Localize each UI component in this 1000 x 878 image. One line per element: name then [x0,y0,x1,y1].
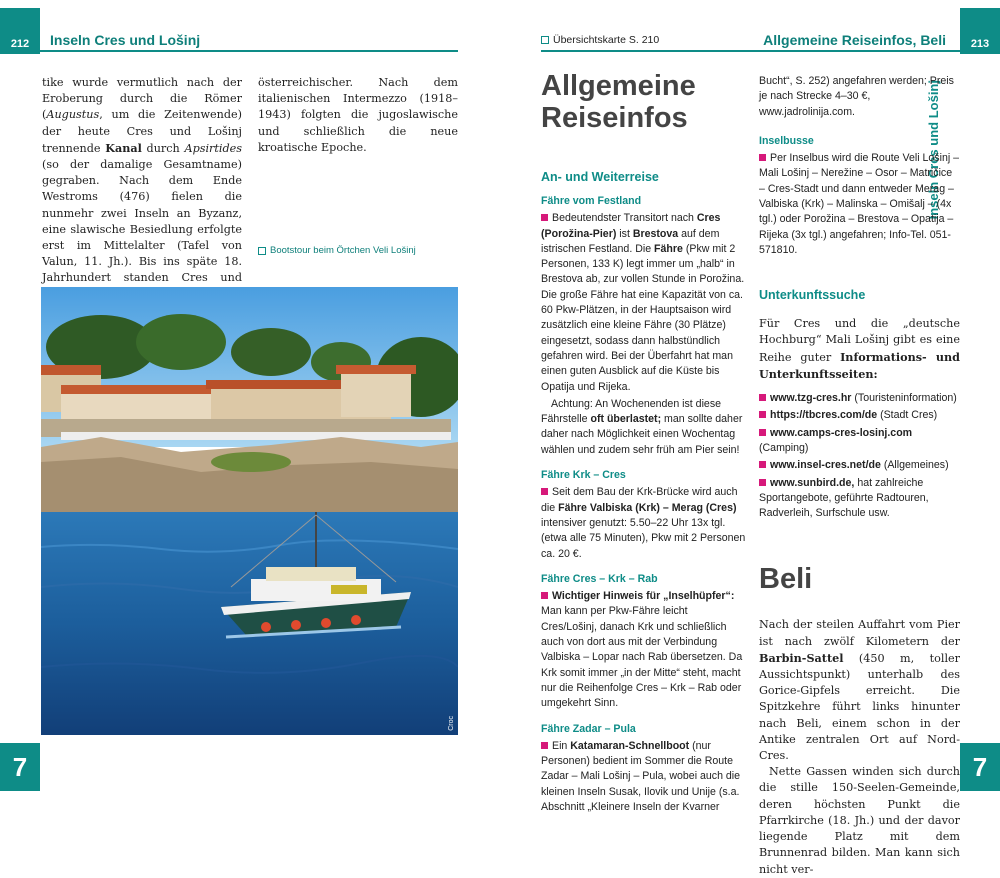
caption-marker-icon [258,247,266,255]
inselbusse-paragraph [759,151,960,258]
zadar-pula-paragraph: Ein Katamaran-Schnellboot (nur Personen) bedient im Sommer die Route Zadar – Mali Lošinj – Pula, wobei auch die kleinen Inseln Susak, Ilovik und Unije (s.a. Abschnitt „Kleinere Inseln der Kvarner [541,739,741,813]
link-desc: (Stadt Cres) [877,409,938,422]
link-desc: (Allgemeines) [880,459,949,472]
beli-title: Beli [759,563,813,596]
bullet-icon [541,488,548,495]
left-body-column-2: österreichischer. Nach dem italienischen Intermezzo (1918–1943) folgten die jugoslawische und schließlich die neue kroatische Epoche. [258,76,458,154]
map-reference-text: Übersichtskarte S. 210 [553,34,660,46]
beli-text [759,617,960,877]
link-url[interactable]: www.sunbird.de, [770,476,855,489]
link-url[interactable]: www.insel-cres.net/de [770,459,881,472]
inselbusse-text: Per Inselbus wird die Route Veli Lošinj – Mali Lošinj – Nerežine – Osor – Matričice – Cres-Stadt und dann entweder Merag – Valbiska (Krk) – Malinska – Omišalj – (4x tgl.) oder Porožina – Brestova – Opatija – Rijeka (3x tgl.) angefahren; Info-Tel. 051-571810. [759,152,960,256]
section-title-line1: Allgemeine [541,70,696,102]
cres-krk-rab-paragraph: Wichtiger Hinweis für „Inselhüpfer“: Man kann per Pkw-Fähre leicht Cres/Lošinj, danach Krk und schließlich auch von dort aus mit der Verbindung Valbiska – Lopar nach Rab übersetzen. Da Krk somit immer „in der Mitte“ steht, macht nur die Reihenfolge Cres – Krk – Rab oder umgekehrt Sinn. [541,590,743,710]
subheading-krk-cres: Fähre Krk – Cres [541,469,626,482]
link-list [759,391,960,521]
boat-photo [41,287,458,735]
link-item [759,426,960,457]
subheading-zadar-pula: Fähre Zadar – Pula [541,722,636,735]
right-column-1 [541,70,746,817]
bullet-icon [759,411,766,418]
link-item [759,476,960,522]
left-chapter-tab [0,743,40,791]
left-chapter-number: 7 [12,751,28,782]
beli-paragraph-2: Nette Gassen winden sich durch die stille 150-Seelen-Gemeinde, deren höchsten Punkt die Pfarrkirche (18. Jh.) und der davor liegende Platz mit dem Brunnenrad bilden. Man kann sich nicht ver- [759,765,960,876]
heading-anreise: An- und Weiterreise [541,170,659,184]
left-page-number: 212 [10,38,30,50]
section-title-line2: Reiseinfos [541,102,688,134]
link-item [759,408,960,423]
link-url[interactable]: www.camps-cres-losinj.com [770,426,913,439]
link-desc: (Camping) [759,441,809,454]
left-header-rule [40,50,458,52]
boat-photo-illustration [41,287,458,735]
link-url[interactable]: https://tbcres.com/de [770,409,878,422]
subheading-inselbusse: Inselbusse [759,134,814,147]
history-paragraph: tike wurde vermutlich nach der Eroberung durch die Römer (Augustus, um die Zeitenwende) der heute Cres und Lošinj trennende Kanal durch Apsirtides (so der damalige Gesamtname) gegraben. Nach dem Ende Westroms (476) fielen die nunmehr zwei Inseln an Byzanz, eine slawische Besiedlung erfolgte erst im Mittelalter (Tafel von Valun, 11. Jh.). Bis ins späte 18. Jahrhundert standen Cres und [42,76,242,285]
bullet-icon [759,479,766,486]
faehre-festland-paragraph: Bedeutendster Transitort nach Cres (Porožina-Pier) ist Brestova auf dem istrischen Festland. Die Fähre (Pkw mit 2 Personen, 133 K) legt immer um „halb“ in Brestova ab, zur vollen Stunde in Porožina. Die große Fähre hat eine Kapazität von ca. 60 Pkw-Plätzen, in der Hauptsaison wird zusätzlich eine kleine Fähre (30 Plätze) eingesetzt, sodass dann halbstündlich gefahren wird. Bei der Überfahrt hat man einen guten Ausblick auf die Küste bis Opatija und Rijeka. [541,212,745,393]
section-title [541,70,746,134]
right-column-2 [759,74,960,878]
side-chapter-label: Inseln Cres und Lošinj [926,80,941,220]
subheading-cres-krk-rab: Fähre Cres – Krk – Rab [541,572,658,585]
link-item [759,391,960,406]
link-url[interactable]: www.tzg-cres.hr [770,392,852,405]
bullet-icon [759,394,766,401]
right-header-rule [541,50,960,52]
unterkunft-intro: Für Cres und die „deutsche Hochburg“ Mali Lošinj gibt es eine Reihe guter Informations- und Unterkunftsseiten: [759,317,960,381]
krk-cres-paragraph: Seit dem Bau der Krk-Brücke wird auch die Fähre Valbiska (Krk) – Merag (Cres) intensiver genutzt: 5.50–22 Uhr 13x tgl. (etwa alle 75 Minuten), Pkw mit 2 Personen ca. 20 €. [541,486,746,560]
link-item [759,458,960,473]
link-desc: (Touristeninformation) [851,392,957,405]
bullet-icon [759,429,766,436]
map-reference[interactable] [541,34,659,46]
right-chapter-tab [960,743,1000,791]
beli-paragraph-1: Nach der steilen Auffahrt vom Pier ist nach zwölf Kilometern der Barbin-Sattel (450 m, toller Aussichtspunkt) unterhalb des Gorice-Gipfels erreicht. Die Spitzkehre führt links hinunter nach Beli, einem schon in der Antike zentralen Ort auf Nord-Cres. [759,618,960,763]
link-desc: hat zahlreiche Sportangebote, geführte Radtouren, Radverleih, Surfschule usw. [759,476,929,520]
heading-unterkunft: Unterkunftssuche [759,288,866,303]
bullet-icon [759,154,766,161]
right-page-number-tab [960,8,1000,54]
subheading-faehre-festland: Fähre vom Festland [541,195,642,207]
jadrolinija-link[interactable]: www.jadrolinija.com [759,105,853,118]
faehre-festland-warning: Achtung: An Wochenenden ist diese Fährstelle oft überlastet; man sollte daher daher nach Möglichkeit einen Wochentag wählen und zudem sehr früh am Pier sein! [541,397,743,456]
map-icon [541,36,549,44]
bullet-icon [541,742,548,749]
photo-caption-text: Bootstour beim Örtchen Veli Lošinj [270,245,416,256]
right-chapter-number: 7 [972,751,988,782]
bullet-icon [759,461,766,468]
left-page-number-tab [0,8,40,54]
right-running-head: Allgemeine Reiseinfos, Beli [763,32,946,48]
left-running-head: Inseln Cres und Lošinj [50,32,201,48]
right-page-number: 213 [970,38,990,50]
photo-caption [258,245,416,256]
bullet-icon [541,214,548,221]
bullet-icon [541,592,548,599]
zadar-pula-continued: Bucht“, S. 252) angefahren werden; Preis je nach Strecke 4–30 €, www.jadrolinija.com. [759,75,954,118]
photo-credit: Croc [448,716,455,731]
